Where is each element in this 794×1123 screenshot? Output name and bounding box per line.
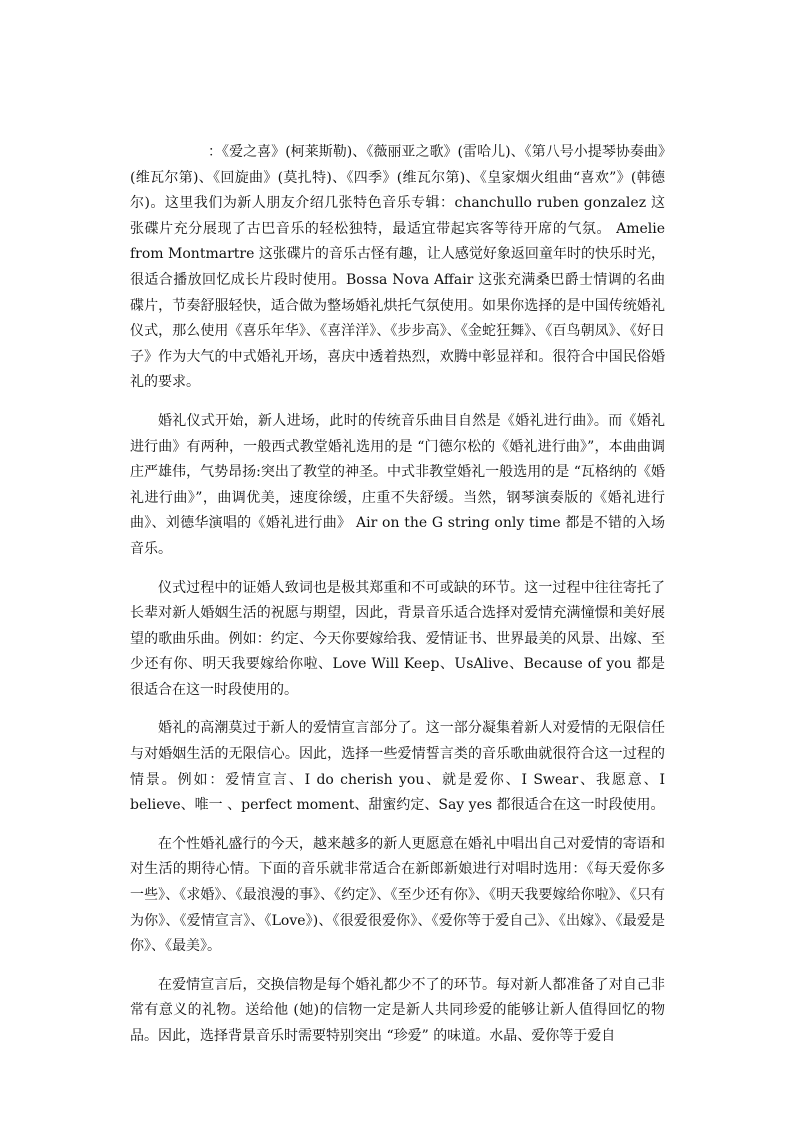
paragraph-ceremony-entrance: 婚礼仪式开始，新人进场，此时的传统音乐曲目自然是《婚礼进行曲》。而《婚礼进行曲》有两种，一般西式教堂婚礼选用的是 “门德尔松的《婚礼进行曲》”，本曲曲调庄严雄伟，气势昂扬:突出了教堂的神圣。中式非教堂婚礼一般选用的是 “瓦格纳的《婚礼进行曲》”，曲调优美，速度徐缓，庄重不失舒缓。当然，钢琴演奏版的《婚礼进行曲》、刘德华演唱的《婚礼进行曲》 Air on the G string only time 都是不错的入场音乐。 bbox=[130, 412, 665, 557]
paragraph-officiant-speech: 仪式过程中的证婚人致词也是极其郑重和不可或缺的环节。这一过程中往往寄托了长辈对新人婚姻生活的祝愿与期望，因此，背景音乐适合选择对爱情充满憧憬和美好展望的歌曲乐曲。例如：约定、今天你要嫁给我、爱情证书、世界最美的风景、出嫁、至少还有你、明天我要嫁给你啦、Love Will Keep、UsAlive、Because of you 都是很适合在这一时段使用的。 bbox=[130, 579, 665, 698]
document-body bbox=[130, 140, 665, 1063]
paragraph-intro-music-albums: ：《爱之喜》(柯莱斯勒)、《薇丽亚之歌》(雷哈儿)、《第八号小提琴协奏曲》(维瓦尔第)、《回旋曲》(莫扎特)、《四季》(维瓦尔第)、《皇家烟火组曲“喜欢”》(韩德尔)。这里我们为新人朋友介绍几张特色音乐专辑：chanchullo ruben gonzalez 这张碟片充分展现了古巴音乐的轻松独特，最适宜带起宾客等待开席的气氛。 Amelie from Montmartre 这张碟片的音乐古怪有趣，让人感觉好象返回童年时的快乐时光，很适合播放回忆成长片段时使用。Bossa Nova Affair 这张充满桑巴爵士情调的名曲碟片，节奏舒服轻快，适合做为整场婚礼烘托气氛使用。如果你选择的是中国传统婚礼仪式，那么使用《喜乐年华》、《喜洋洋》、《步步高》、《金蛇狂舞》、《百鸟朝凤》、《好日子》作为大气的中式婚礼开场，喜庆中透着热烈，欢腾中彰显祥和。很符合中国民俗婚礼的要求。 bbox=[130, 144, 665, 391]
paragraph-duet-songs: 在个性婚礼盛行的今天，越来越多的新人更愿意在婚礼中唱出自己对爱情的寄语和对生活的期待心情。下面的音乐就非常适合在新郎新娘进行对唱时选用：《每天爱你多一些》、《求婚》、《最浪漫的事》、《约定》、《至少还有你》、《明天我要嫁给你啦》、《只有为你》、《爱情宣言》、《Love》)、《很爱很爱你》、《爱你等于爱自己》、《出嫁》、《最爱是你》、《最美》。 bbox=[130, 835, 665, 955]
paragraph-ring-exchange: 在爱情宣言后，交换信物是每个婚礼都少不了的环节。每对新人都准备了对自己非常有意义的礼物。送给他 (她)的信物一定是新人共同珍爱的能够让新人值得回忆的物品。因此，选择背景音乐时需要特别突出 “珍爱” 的味道。水晶、爱你等于爱自 bbox=[130, 976, 665, 1044]
paragraph-love-declaration: 婚礼的高潮莫过于新人的爱情宣言部分了。这一部分凝集着新人对爱情的无限信任与对婚姻生活的无限信心。因此，选择一些爱情誓言类的音乐歌曲就很符合这一过程的情景。例如：爱情宣言、I do cherish you、就是爱你、I Swear、我愿意、I believe、唯一 、perfect moment、甜蜜约定、Say yes 都很适合在这一时段使用。 bbox=[130, 720, 665, 814]
